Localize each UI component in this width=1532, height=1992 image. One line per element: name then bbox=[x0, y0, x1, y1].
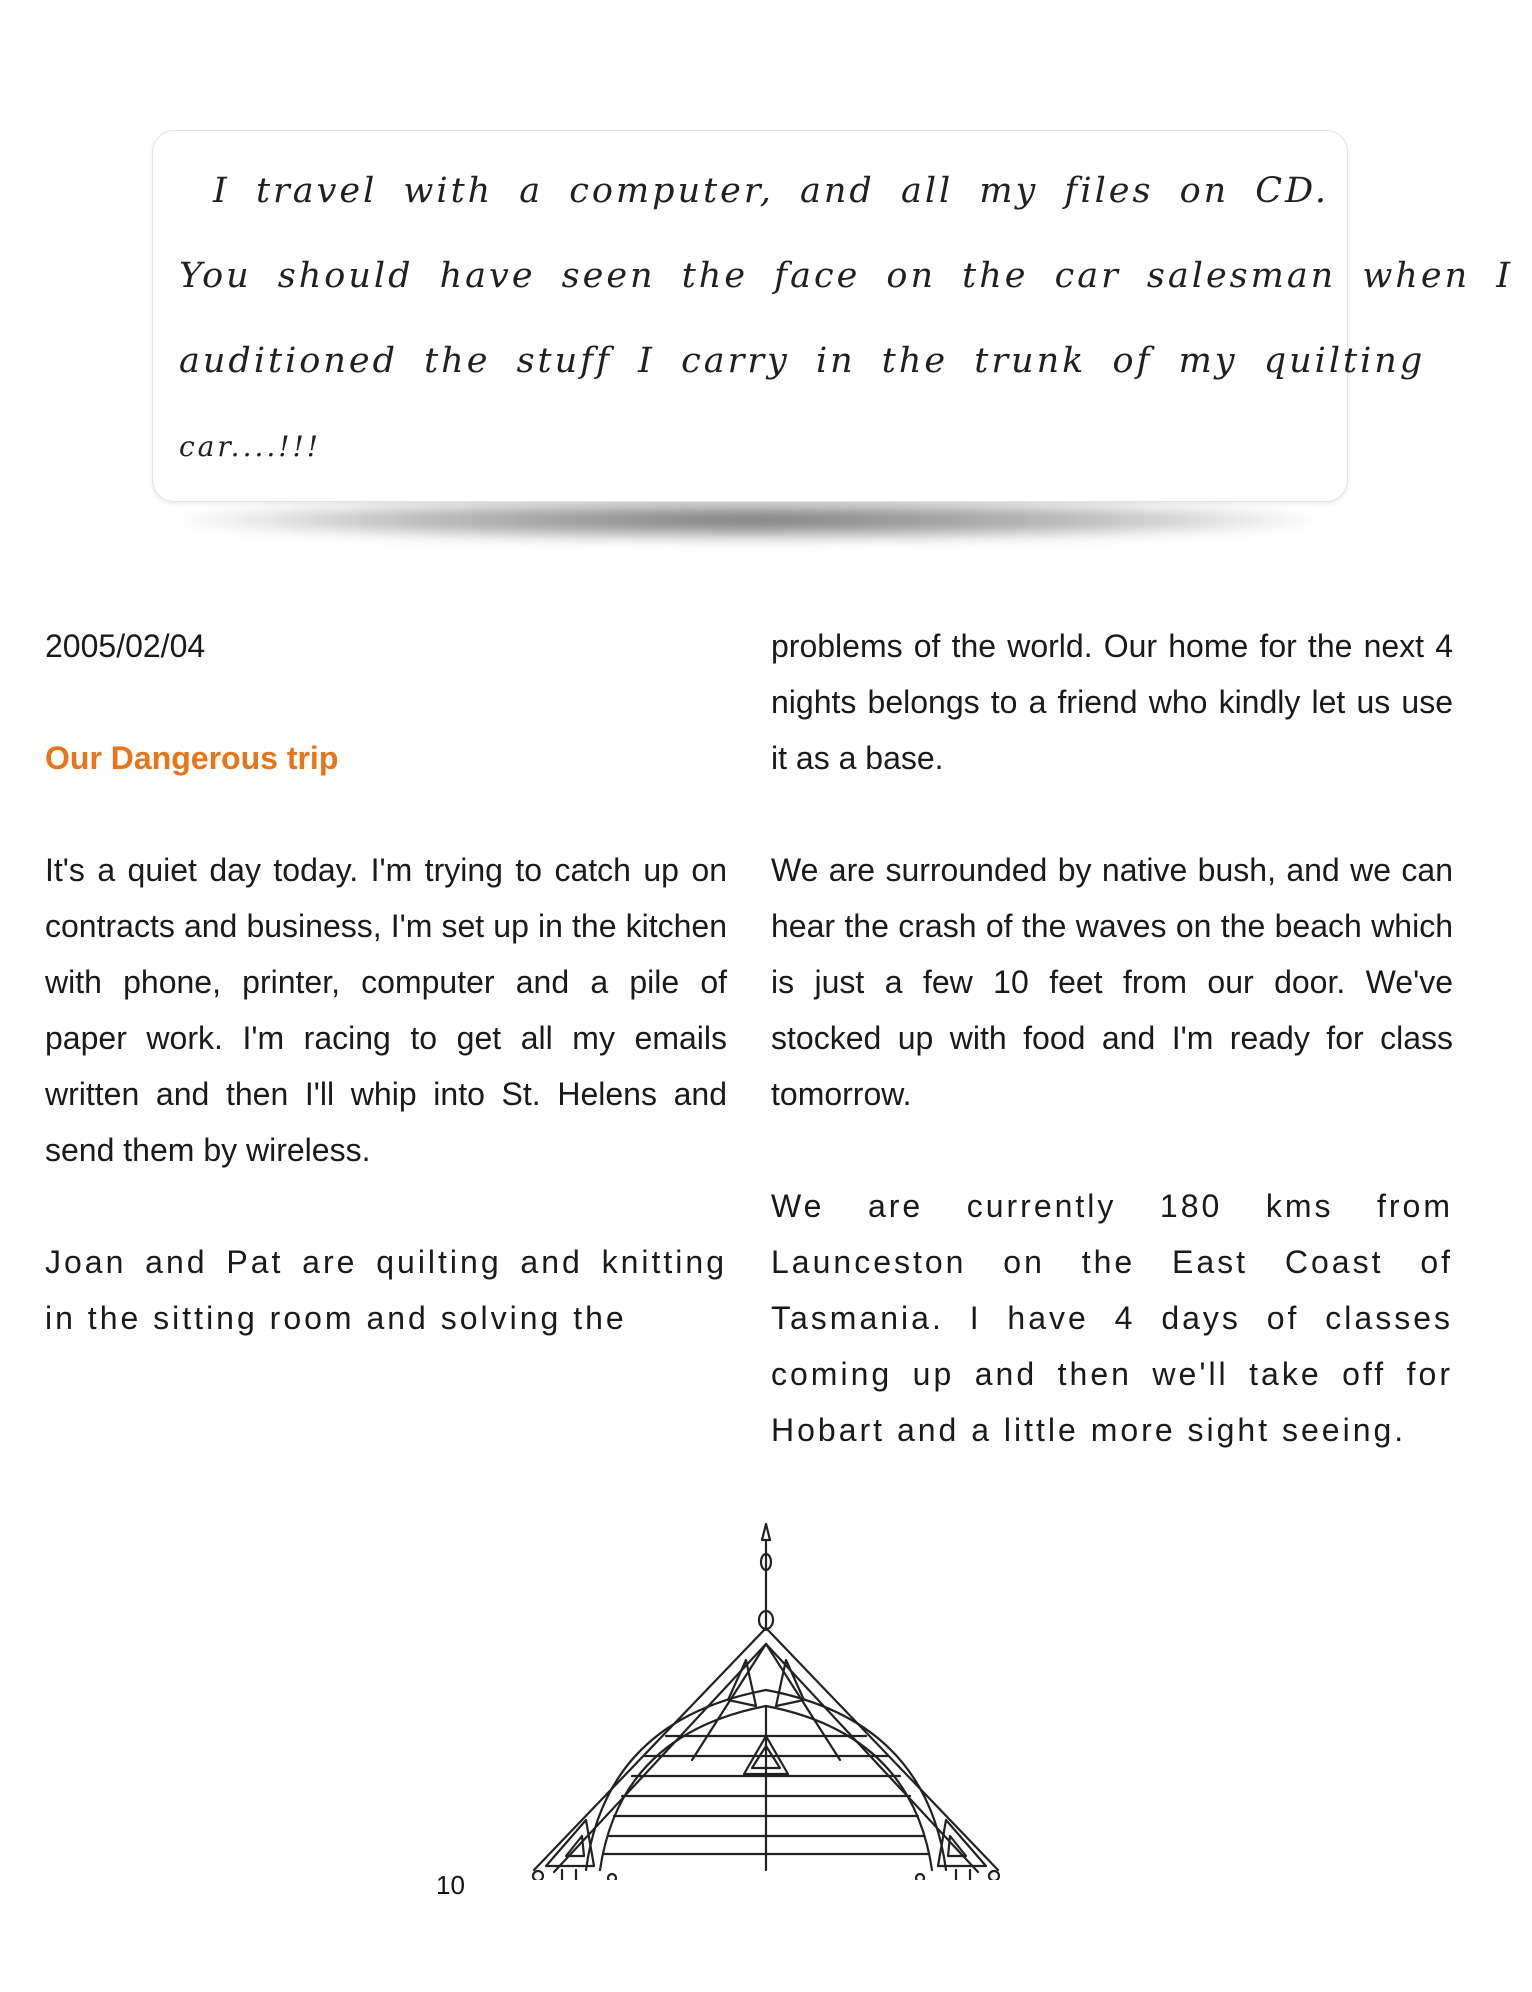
note-card bbox=[152, 130, 1514, 502]
entry-heading: Our Dangerous trip bbox=[45, 740, 339, 776]
note-line-1: I travel with a computer, and all my files on CD. bbox=[213, 171, 1330, 211]
paragraph: It's a quiet day today. I'm trying to catch up on contracts and business, I'm set up in the kitchen with phone, printer, computer and a pile of paper work. I'm racing to get all my emails written and then I'll whip into St. Helens and send them by wireless. bbox=[45, 852, 727, 1168]
paragraph: problems of the world. Our home for the next 4 nights belongs to a friend who kindly let us use it as a base. bbox=[771, 628, 1453, 776]
paragraph: We are surrounded by native bush, and we can hear the crash of the waves on the beach which is just a few 10 feet from our door. We've stocked up with food and I'm ready for class tomorrow. bbox=[771, 852, 1453, 1112]
roof-gable-illustration bbox=[516, 1520, 1016, 1880]
right-column bbox=[771, 618, 1453, 1458]
note-line-3: auditioned the stuff I carry in the trunk of my quilting bbox=[179, 341, 1426, 381]
paragraph: Joan and Pat are quilting and knitting in the sitting room and solving the bbox=[45, 1244, 727, 1336]
left-column bbox=[45, 618, 727, 1346]
page-number: 10 bbox=[436, 1870, 465, 1900]
note-line-2: You should have seen the face on the car salesman when I bbox=[179, 256, 1514, 296]
note-text bbox=[179, 149, 1514, 489]
entry-date: 2005/02/04 bbox=[45, 628, 206, 664]
note-shadow bbox=[172, 498, 1326, 542]
paragraph: We are currently 180 kms from Launceston on the East Coast of Tasmania. I have 4 days of classes coming up and then we'll take off for Hobart and a little more sight seeing. bbox=[771, 1188, 1453, 1448]
note-line-4: car....!!! bbox=[179, 430, 322, 463]
handwritten-note bbox=[152, 130, 1514, 550]
